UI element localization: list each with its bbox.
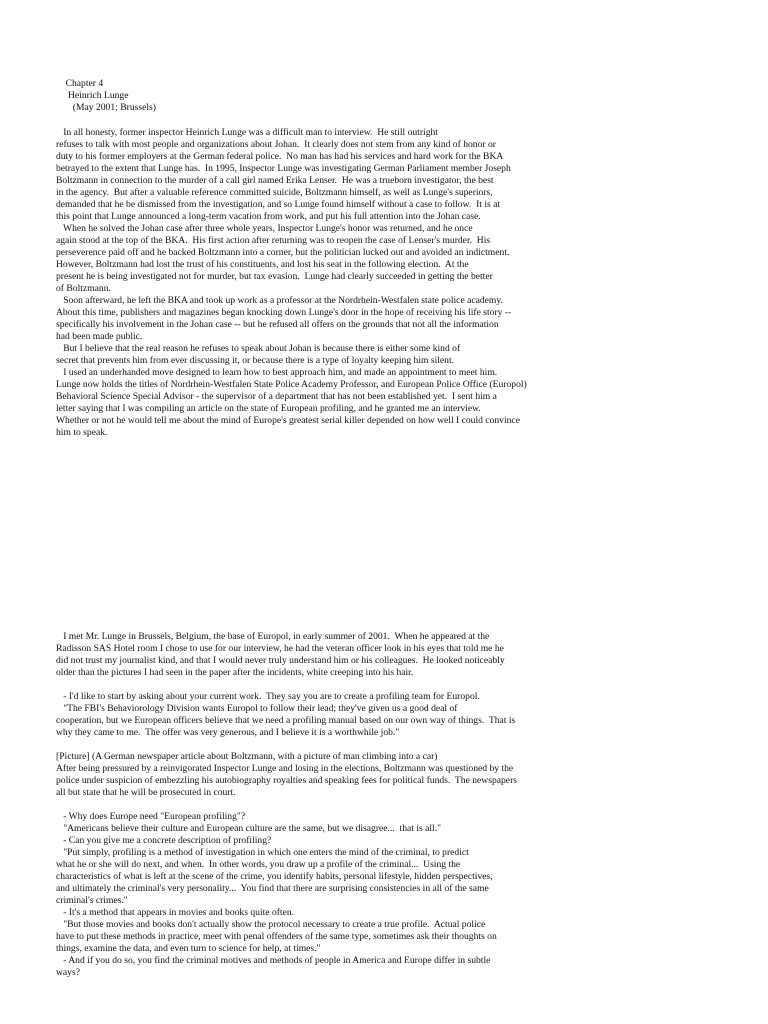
text-line: specifically his involvement in the Johan case -- but he refused all offers on the grounds that not all the information bbox=[56, 319, 499, 330]
text-line: ways? bbox=[56, 967, 80, 978]
text-line: Soon afterward, he left the BKA and took up work as a professor at the Nordrhein-Westfalen state police academy. bbox=[56, 295, 503, 306]
text-line: - I'd like to start by asking about your current work. They say you are to create a profiling team for Europol. bbox=[56, 691, 480, 702]
text-line: But I believe that the real reason he refuses to speak about Johan is because there is either some kind of bbox=[56, 343, 461, 354]
text-line: in the agency. But after a valuable reference committed suicide, Boltzmann himself, as well as Lunge's superiors, bbox=[56, 187, 493, 198]
introduction-text bbox=[56, 127, 586, 439]
text-line: what he or she will do next, and when. In other words, you draw up a profile of the criminal... Using the bbox=[56, 859, 461, 870]
text-line: did not trust my journalist kind, and that I would never truly understand him or his colleagues. He looked noticeably bbox=[56, 655, 505, 666]
text-line: - Why does Europe need "European profiling"? bbox=[56, 811, 246, 822]
text-line: of Boltzmann. bbox=[56, 283, 111, 294]
text-line: Whether or not he would tell me about the mind of Europe's greatest serial killer depended on how well I could convince bbox=[56, 415, 520, 426]
text-line: why they came to me. The offer was very generous, and I believe it is a worthwhile job." bbox=[56, 727, 400, 738]
interview-text bbox=[56, 631, 586, 979]
text-line: duty to his former employers at the German federal police. No man has had his services and hard work for the BKA bbox=[56, 151, 504, 162]
text-line: him to speak. bbox=[56, 427, 108, 438]
text-line: perseverence paid off and he backed Boltzmann into a corner, but the politician lucked out and avoided an indictment. bbox=[56, 247, 510, 258]
text-line: "Put simply, profiling is a method of investigation in which one enters the mind of the criminal, to predict bbox=[56, 847, 469, 858]
text-line: had been made public. bbox=[56, 331, 143, 342]
text-line: present he is being investigated not for murder, but tax evasion. Lunge had clearly succeeded in getting the better bbox=[56, 271, 493, 282]
text-line: I used an underhanded move designed to learn how to best approach him, and made an appointment to meet him. bbox=[56, 367, 498, 378]
text-line: - It's a method that appears in movies and books quite often. bbox=[56, 907, 295, 918]
text-line: things, examine the data, and even turn to science for help, at times." bbox=[56, 943, 321, 954]
heading-line: Chapter 4 bbox=[56, 78, 104, 89]
text-line: police under suspicion of embezzling his autobiography royalties and speaking fees for political funds. The newspapers bbox=[56, 775, 517, 786]
text-line: secret that prevents him from ever discussing it, or because there is a type of loyalty keeping him silent. bbox=[56, 355, 455, 366]
text-line: and ultimately the criminal's very personality... You find that there are surprising consistencies in all of the same bbox=[56, 883, 489, 894]
text-line: "The FBI's Behaviorology Division wants Europol to follow their lead; they've given us a good deal of bbox=[56, 703, 458, 714]
text-line bbox=[56, 679, 586, 691]
text-line: After being pressured by a reinvigorated Inspector Lunge and losing in the elections, Boltzmann was questioned by the bbox=[56, 763, 514, 774]
text-line: criminal's crimes." bbox=[56, 895, 128, 906]
text-line: When he solved the Johan case after three whole years, Inspector Lunge's honor was returned, and he once bbox=[56, 223, 473, 234]
text-line bbox=[56, 739, 586, 751]
text-line: I met Mr. Lunge in Brussels, Belgium, the base of Europol, in early summer of 2001. When he appeared at the bbox=[56, 631, 490, 642]
text-line: refuses to talk with most people and organizations about Johan. It clearly does not stem from any kind of honor or bbox=[56, 139, 496, 150]
heading-line: (May 2001; Brussels) bbox=[56, 102, 156, 113]
text-line: [Picture] (A German newspaper article about Boltzmann, with a picture of man climbing into a car) bbox=[56, 751, 438, 762]
text-line: have to put these methods in practice, meet with penal offenders of the same type, sometimes ask their thoughts on bbox=[56, 931, 497, 942]
text-line: betrayed to the extent that Lunge has. In 1995, Inspector Lunge was investigating German Parliament member Joseph bbox=[56, 163, 511, 174]
text-line: letter saying that I was compiling an article on the state of European profiling, and he granted me an interview. bbox=[56, 403, 481, 414]
text-line: In all honesty, former inspector Heinrich Lunge was a difficult man to interview. He still outright bbox=[56, 127, 438, 138]
text-line: "But those movies and books don't actually show the protocol necessary to create a true profile. Actual police bbox=[56, 919, 486, 930]
text-line: characteristics of what is left at the scene of the crime, you identify habits, personal lifestyle, hidden perspectives, bbox=[56, 871, 493, 882]
text-line: Boltzmann in connection to the murder of a call girl named Erika Lenser. He was a trueborn investigator, the best bbox=[56, 175, 494, 186]
text-line: Behavioral Science Special Advisor - the supervisor of a department that has not been established yet. I sent him a bbox=[56, 391, 497, 402]
text-line: - Can you give me a concrete description of profiling? bbox=[56, 835, 272, 846]
text-line: However, Boltzmann had lost the trust of his constituents, and lost his seat in the following election. At the bbox=[56, 259, 469, 270]
text-line bbox=[56, 799, 586, 811]
text-line: "Americans believe their culture and European culture are the same, but we disagree... that is all." bbox=[56, 823, 442, 834]
text-line: Lunge now holds the titles of Nordrhein-Westfalen State Police Academy Professor, and European Police Office (Europol) bbox=[56, 379, 527, 390]
text-line: all but state that he will be prosecuted in court. bbox=[56, 787, 236, 798]
text-line: cooperation, but we European officers believe that we need a profiling manual based on our own way of things. That is bbox=[56, 715, 516, 726]
heading-line: Heinrich Lunge bbox=[56, 90, 129, 101]
text-line: About this time, publishers and magazines began knocking down Lunge's door in the hope of receiving his life story -- bbox=[56, 307, 512, 318]
chapter-heading bbox=[56, 78, 586, 114]
text-line: Radisson SAS Hotel room I chose to use for our interview, he had the veteran officer look in his eyes that told me he bbox=[56, 643, 504, 654]
text-line: older than the pictures I had seen in the paper after the incidents, white creeping into his hair. bbox=[56, 667, 414, 678]
text-line: - And if you do so, you find the criminal motives and methods of people in America and Europe differ in subtle bbox=[56, 955, 491, 966]
text-line: demanded that he be dismissed from the investigation, and so Lunge found himself without a case to follow. It is at bbox=[56, 199, 501, 210]
text-line: this point that Lunge announced a long-term vacation from work, and put his full attention into the Johan case. bbox=[56, 211, 481, 222]
text-line: again stood at the top of the BKA. His first action after returning was to reopen the case of Lenser's murder. His bbox=[56, 235, 491, 246]
